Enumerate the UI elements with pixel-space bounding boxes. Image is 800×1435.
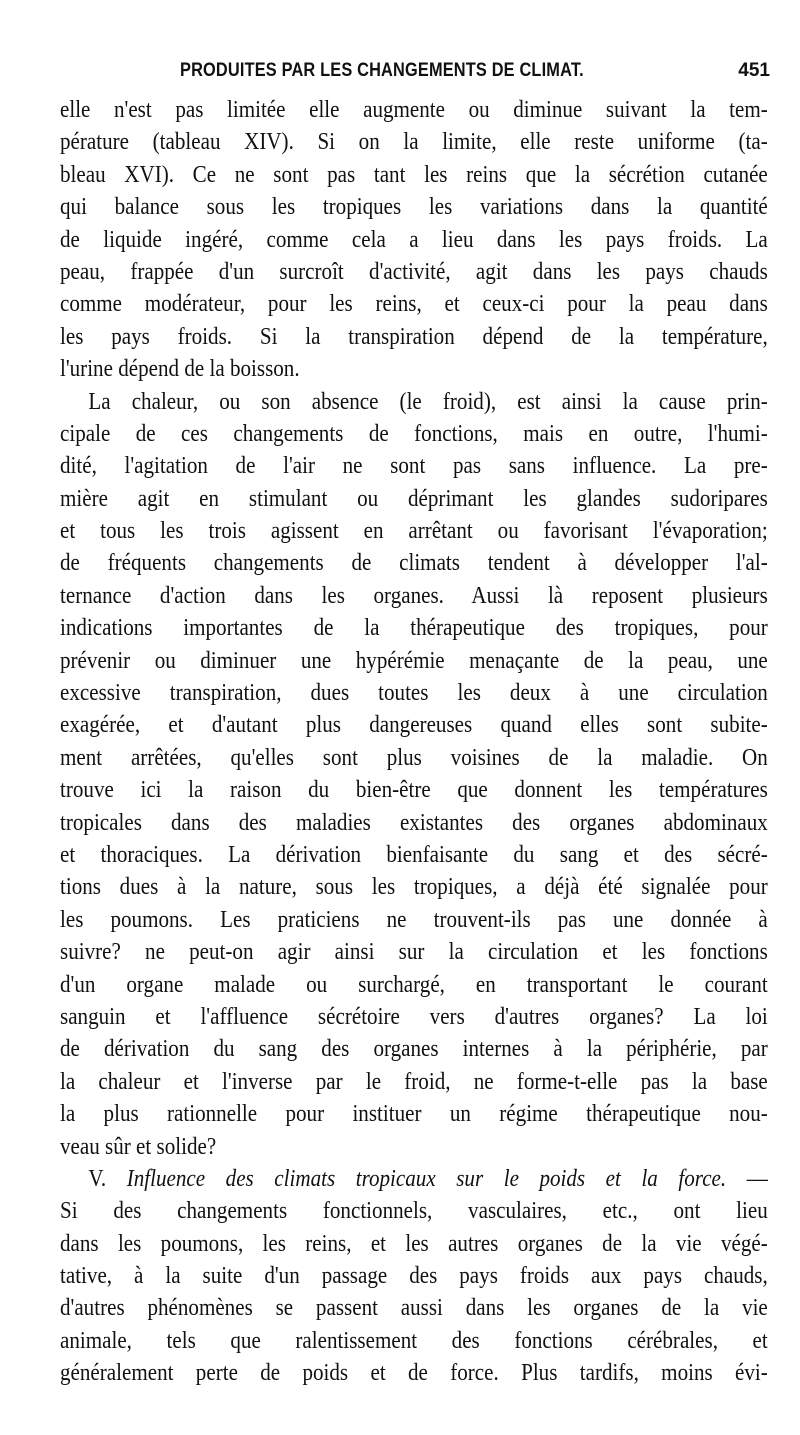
text-line: les poumons. Les praticiens ne trouvent-ils pas une donnée à — [60, 905, 768, 933]
text-line: les pays froids. Si la transpiration dépend de la température, — [60, 322, 768, 350]
text-line: et tous les trois agissent en arrêtant ou favorisant l'évaporation; — [60, 517, 768, 545]
text-line: dité, l'agitation de l'air ne sont pas sans influence. La pre- — [60, 452, 768, 480]
section-numeral: V. — [88, 1164, 107, 1192]
text-line: généralement perte de poids et de force. Plus tardifs, moins évi- — [60, 1359, 768, 1387]
text-line: ternance d'action dans les organes. Aussi là reposent plusieurs — [60, 581, 768, 609]
text-line: indications importantes de la thérapeutique des tropiques, pour — [60, 614, 768, 642]
body-text — [60, 94, 768, 1390]
text-line: mière agit en stimulant ou déprimant les glandes sudoripares — [60, 484, 768, 512]
text-line: veau sûr et solide? — [60, 1132, 217, 1160]
text-line: tions dues à la nature, sous les tropiques, a déjà été signalée pour — [60, 873, 768, 901]
text-line: de dérivation du sang des organes internes à la périphérie, par — [60, 1035, 768, 1063]
text-line: d'autres phénomènes se passent aussi dans les organes de la vie — [60, 1294, 768, 1322]
text-line: excessive transpiration, dues toutes les deux à une circulation — [60, 679, 768, 707]
section-heading — [60, 1163, 768, 1195]
text-line: de fréquents changements de climats tendent à développer l'al- — [60, 549, 768, 577]
text-line: suivre? ne peut-on agir ainsi sur la circulation et les fonctions — [60, 938, 768, 966]
text-line: pérature (tableau XIV). Si on la limite, elle reste uniforme (ta- — [60, 128, 768, 156]
text-line: exagérée, et d'autant plus dangereuses quand elles sont subite- — [60, 711, 768, 739]
text-line: prévenir ou diminuer une hypérémie menaçante de la peau, une — [60, 646, 768, 674]
running-title: PRODUITES PAR LES CHANGEMENTS DE CLIMAT. — [180, 60, 584, 81]
text-line: bleau XVI). Ce ne sont pas tant les reins que la sécrétion cutanée — [60, 160, 768, 188]
text-line: animale, tels que ralentissement des fonctions cérébrales, et — [60, 1326, 768, 1354]
text-line: peau, frappée d'un surcroît d'activité, agit dans les pays chauds — [60, 257, 768, 285]
section-dash: — — [746, 1164, 768, 1192]
page-number: 451 — [738, 60, 770, 81]
text-line: la plus rationnelle pour instituer un régime thérapeutique nou- — [60, 1100, 768, 1128]
text-line: elle n'est pas limitée elle augmente ou diminue suivant la tem- — [60, 96, 768, 123]
section-title: Influence des climats tropicaux sur le poids et la force. — [126, 1164, 727, 1192]
text-line: trouve ici la raison du bien-être que donnent les températures — [60, 776, 768, 804]
text-line: dans les poumons, les reins, et les autres organes de la vie végé- — [60, 1229, 768, 1257]
text-line: l'urine dépend de la boisson. — [60, 355, 300, 383]
text-line: de liquide ingéré, comme cela a lieu dans les pays froids. La — [60, 225, 768, 253]
text-line: Si des changements fonctionnels, vasculaires, etc., ont lieu — [60, 1197, 768, 1225]
text-line: cipale de ces changements de fonctions, mais en outre, l'humi- — [60, 419, 768, 447]
text-line: La chaleur, ou son absence (le froid), est ainsi la cause prin- — [88, 387, 768, 415]
text-line: la chaleur et l'inverse par le froid, ne forme-t-elle pas la base — [60, 1067, 768, 1095]
text-line: d'un organe malade ou surchargé, en transportant le courant — [60, 970, 768, 998]
text-line: sanguin et l'affluence sécrétoire vers d'autres organes? La loi — [60, 1002, 768, 1030]
text-line: tative, à la suite d'un passage des pays froids aux pays chauds, — [60, 1262, 768, 1290]
text-line: et thoraciques. La dérivation bienfaisante du sang et des sécré- — [60, 840, 768, 868]
text-line: comme modérateur, pour les reins, et ceux-ci pour la peau dans — [60, 290, 768, 318]
text-line: tropicales dans des maladies existantes des organes abdominaux — [60, 808, 768, 836]
running-header — [60, 60, 770, 88]
text-line: qui balance sous les tropiques les variations dans la quantité — [60, 193, 768, 221]
text-line: ment arrêtées, qu'elles sont plus voisines de la maladie. On — [60, 743, 768, 771]
